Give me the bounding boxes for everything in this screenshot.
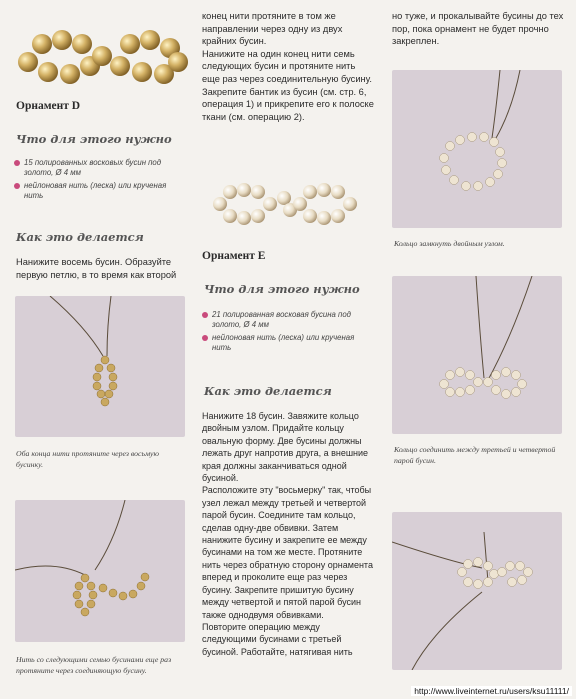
step-caption-3: Кольцо замкнуть двойным узлом. [394,239,505,248]
bullet-icon [14,183,20,189]
bullet-icon [202,335,208,341]
continued-text: конец нити протяните в том же направлении через одну из двух крайних бусин. Нанижите на один конец нити семь следующих бусин и протяните нить еще раз через соединительную бусину. Закрепите бантик из бусин (см. стр. 6, операция 1) и прикрепите его к полоске ткани (см. операцию 2). [202,11,374,122]
step-photo-2 [15,500,185,642]
howto-title: Как это делается [16,230,144,244]
howto-text: Нанижите 18 бусин. Завяжите кольцо двойным узлом. Придайте кольцу овальную форму. Две бусины должны лежать друг напротив друга, а внешние края должны заканчиваться одной бусиной. Расположите эту "восьмерку" так, чтобы узел лежал между третьей и четвертой парой бусин. Соедините там кольцо, сделав одну-две обвивки. Затем нанижите бусину и закрепите ее между бусинами на том же месте. Протяните нить через обратную сторону орнамента вперед и проколите еще раз через бусину. Закрепите пришитую бусину между четвертой и пятой парой бусин также однодвумя обвивками. Повторите операцию между следующими бусинами с третьей бусиной. Работайте, натягивая нить [202,411,373,657]
bead-bow-partial-image [15,500,185,642]
ornament-d-heading: Орнамент D [16,100,81,112]
needs-title: Что для этого нужно [16,132,172,146]
step-photo-1 [15,296,185,437]
needs-list [14,158,182,201]
needs-title: Что для этого нужно [204,282,360,296]
source-url[interactable]: http://www.liveinternet.ru/users/ksu11111/ [411,686,572,696]
ornament-e-image [210,180,370,230]
bullet-icon [202,312,208,318]
list-item: нейлоновая нить (леска) или крученая нить [202,333,372,353]
bead-figure-eight-image [392,276,562,434]
step-photo-4 [392,276,562,434]
continued-text: но туже, и прокалывайте бусины до тех пор, пока орнамент не будет прочно закреплен. [392,11,564,47]
howto-title: Как это делается [204,384,332,398]
howto-text: Нанижите восемь бусин. Образуйте первую петлю, в то время как второй [16,257,177,280]
step-photo-5 [392,512,562,670]
list-item: нейлоновая нить (леска) или крученая нить [14,181,182,201]
step-photo-3 [392,70,562,228]
ornament-d-bow-image [10,26,190,96]
list-item: 21 полированная восковая бусина под золото, Ø 4 мм [202,310,372,330]
step-caption-1: Оба конца нити протяните через восьмую бусинку. [16,449,160,469]
ornament-e-heading: Орнамент E [202,250,266,262]
list-item: 15 полированных восковых бусин под золото, Ø 4 мм [14,158,182,178]
bead-loop-image [15,296,185,437]
bead-sewing-image [392,512,562,670]
bullet-icon [14,160,20,166]
needs-list [202,310,372,353]
step-caption-4: Кольцо соединить между третьей и четвертой парой бусин. [394,445,556,465]
step-caption-2: Нить со следующими семью бусинами еще раз протяните через соединяющую бусину. [16,655,172,675]
bead-ring-image [392,70,562,228]
